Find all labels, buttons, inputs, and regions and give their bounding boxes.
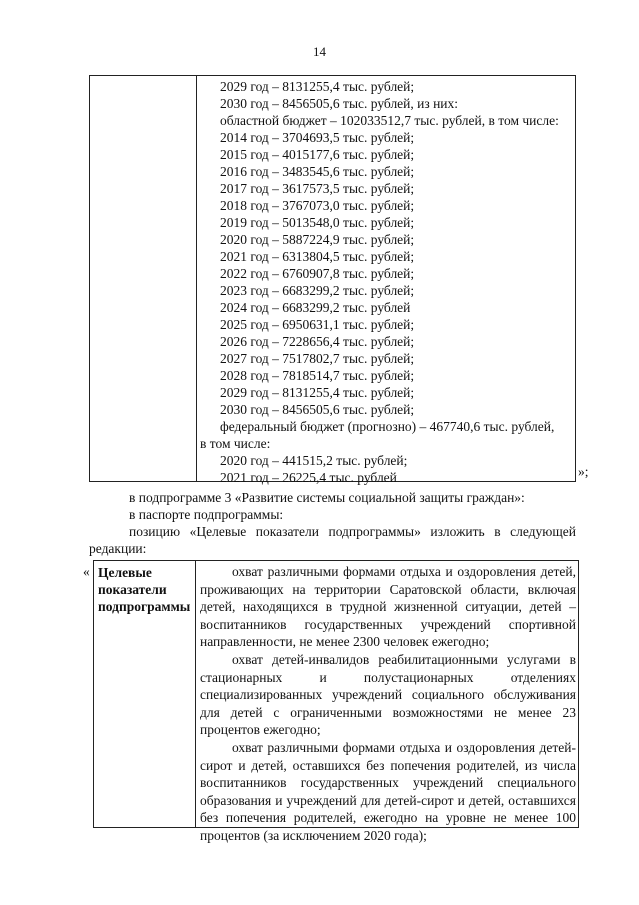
funding-line: 2030 год – 8456505,6 тыс. рублей; <box>220 402 415 417</box>
funding-line: 2028 год – 7818514,7 тыс. рублей; <box>220 368 415 383</box>
funding-line: 2027 год – 7517802,7 тыс. рублей; <box>220 351 415 366</box>
funding-line: областной бюджет – 102033512,7 тыс. рублей, в том числе: <box>220 113 559 128</box>
funding-line: 2030 год – 8456505,6 тыс. рублей, из них: <box>220 96 459 111</box>
target-indicators-content <box>200 563 576 845</box>
table-column-divider <box>195 561 196 827</box>
funding-line: 2025 год – 6950631,1 тыс. рублей; <box>220 317 415 332</box>
funding-table <box>89 75 576 485</box>
funding-line: 2016 год – 3483545,6 тыс. рублей; <box>220 164 415 179</box>
paragraph-subprogram: в подпрограмме 3 «Развитие системы социальной защиты граждан»: <box>129 490 525 505</box>
opening-quote: « <box>83 564 90 579</box>
funding-line: 2023 год – 6683299,2 тыс. рублей; <box>220 283 415 298</box>
table-column-divider <box>196 76 197 481</box>
funding-line: 2020 год – 5887224,9 тыс. рублей; <box>220 232 415 247</box>
closing-quote: »; <box>578 464 589 479</box>
funding-line: 2017 год – 3617573,5 тыс. рублей; <box>220 181 415 196</box>
funding-line: федеральный бюджет (прогнозно) – 467740,6 тыс. рублей, <box>220 419 555 434</box>
funding-line: 2029 год – 8131255,4 тыс. рублей; <box>220 79 415 94</box>
funding-line: 2020 год – 441515,2 тыс. рублей; <box>220 453 408 468</box>
funding-line: 2014 год – 3704693,5 тыс. рублей; <box>220 130 415 145</box>
funding-line: 2021 год – 26225,4 тыс. рублей <box>220 470 397 485</box>
funding-line: 2022 год – 6760907,8 тыс. рублей; <box>220 266 415 281</box>
indicator-item: охват различными формами отдыха и оздоровления детей-сирот и детей, оставшихся без попечения родителей, из числа воспитанников государственных учреждений специального образования и учреждений для детей-сирот и детей, оставшихся без попечения родителей, ежегодно на уровне не менее 100 процентов (за исключением 2020 года); <box>200 739 576 843</box>
target-indicators-table <box>93 560 579 843</box>
funding-line: 2024 год – 6683299,2 тыс. рублей <box>220 300 411 315</box>
funding-line: 2026 год – 7228656,4 тыс. рублей; <box>220 334 415 349</box>
paragraph-position: позицию «Целевые показатели подпрограммы» изложить в следующей редакции: <box>89 524 576 556</box>
funding-line: 2015 год – 4015177,6 тыс. рублей; <box>220 147 415 162</box>
funding-line: в том числе: <box>200 436 271 451</box>
page-number: 14 <box>313 44 326 59</box>
target-indicators-label: Целевые показатели подпрограммы <box>98 565 191 614</box>
funding-line: 2021 год – 6313804,5 тыс. рублей; <box>220 249 415 264</box>
paragraph-passport: в паспорте подпрограммы: <box>129 507 284 522</box>
indicator-item: охват детей-инвалидов реабилитационными услугами в стационарных и полустационарных отделениях специализированных учреждений социального обслуживания для детей с ограниченными возможностями не менее 23 процентов ежегодно; <box>200 651 576 738</box>
funding-lines <box>198 78 576 486</box>
funding-line: 2029 год – 8131255,4 тыс. рублей; <box>220 385 415 400</box>
funding-line: 2018 год – 3767073,0 тыс. рублей; <box>220 198 415 213</box>
funding-line: 2019 год – 5013548,0 тыс. рублей; <box>220 215 415 230</box>
indicator-item: охват различными формами отдыха и оздоровления детей, проживающих на территории Саратовской области, включая детей, находящихся в трудной жизненной ситуации, детей – воспитанников государственных учреждений спортивной направленности, не менее 2300 человек ежегодно; <box>200 564 576 650</box>
